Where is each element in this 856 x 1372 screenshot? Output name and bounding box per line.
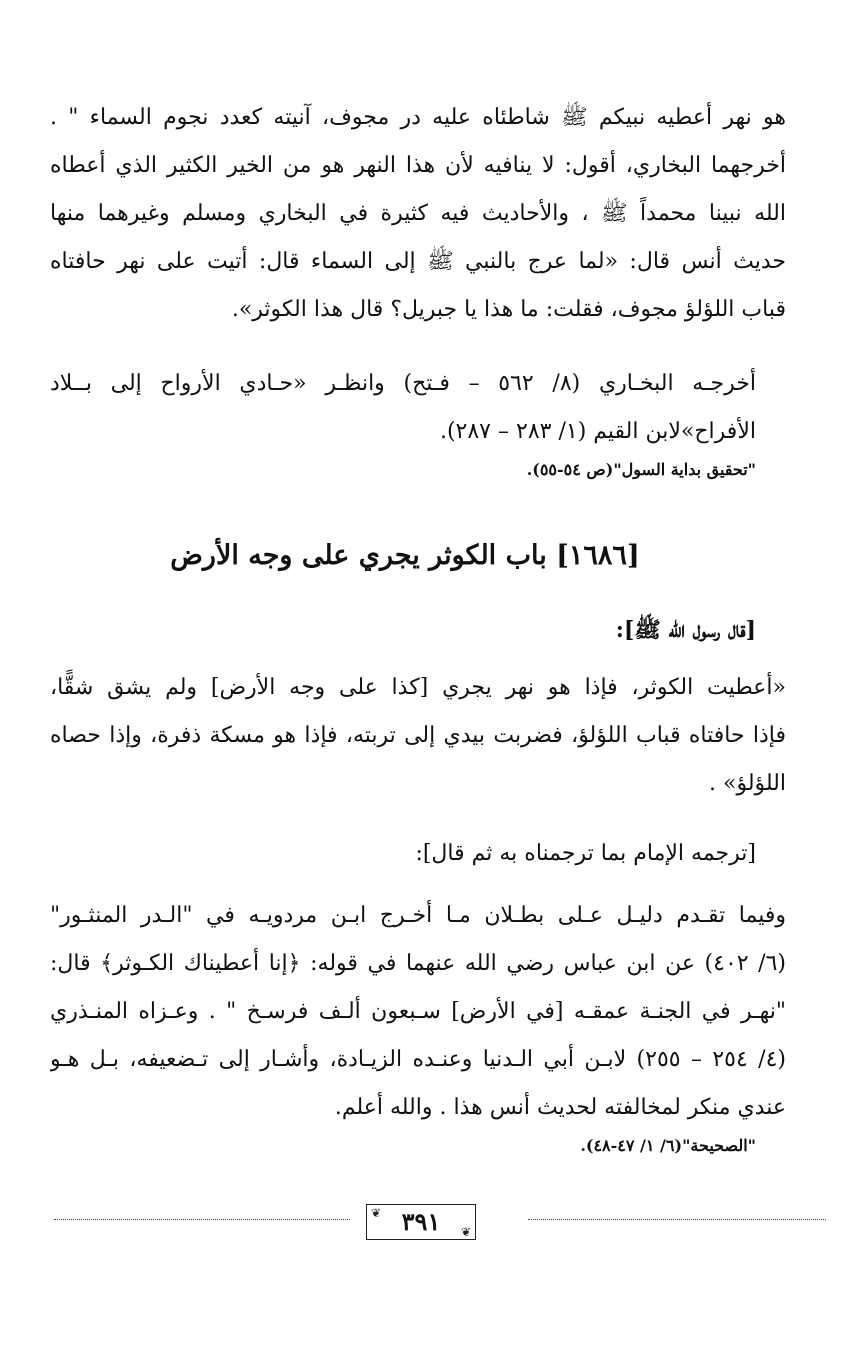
text-line: "نهـر في الجنـة عمقـه [في الأرض] سـبعون ألـف فرسـخ " . وعـزاه المنـذري [50, 999, 786, 1024]
text-line: (٤/ ٢٥٤ – ٢٥٥) لابـن أبي الـدنيا وعنـده الزيـادة، وأشـار إلى تـضعيفه، بـل هـو [50, 1047, 786, 1072]
page-footer [54, 1200, 826, 1250]
section-intro: [ترجمه الإمام بما ترجمناه به ثم قال]: [415, 841, 756, 866]
section-4 [50, 830, 786, 1160]
section-2 [50, 360, 756, 484]
text-line: هو نهر أعطيه نبيكم ﷺ شاطئاه عليه در مجوف، آنيته كعدد نجوم السماء " . [50, 105, 786, 130]
hadith-line: فإذا حافتاه قباب اللؤلؤ، فضربت بيدي إلى تربته، فإذا هو مسكة ذفرة، وإذا حصاه [50, 723, 786, 748]
chapter-heading: [١٦٨٦] باب الكوثر يجري على وجه الأرض [170, 540, 640, 571]
corner-ornament-icon: ❦ [460, 1225, 471, 1239]
text-line: عندي منكر لمخالفته لحديث أنس هذا . والله أعلم. [334, 1095, 786, 1120]
text-line: (٦/ ٤٠٢) عن ابن عباس رضي الله عنهما في قوله: ﴿إنا أعطيناك الكـوثر﴾ قال: [50, 951, 786, 976]
footer-rule-right [528, 1219, 826, 1220]
text-line: أخرجـه البخـاري (٨/ ٥٦٢ – فـتح) وانظـر «حـادي الأرواح إلى بــلاد [50, 371, 756, 396]
page-number-frame [366, 1204, 476, 1240]
section-1 [50, 94, 786, 334]
hadith-line: «أعطيت الكوثر، فإذا هو نهر يجري [كذا على وجه الأرض] ولم يشق شقًّا، [50, 675, 786, 700]
text-line: أخرجهما البخاري، أقول: لا ينافيه لأن هذا النهر هو من الخير الكثير الذي أعطاه [50, 153, 786, 178]
citation: "الصحيحة"(٦/ ١/ ٤٧-٤٨). [580, 1136, 756, 1155]
text-line: قباب اللؤلؤ مجوف، فقلت: ما هذا يا جبريل؟ قال هذا الكوثر». [231, 297, 786, 322]
text-line: حديث أنس قال: «لما عرج بالنبي ﷺ إلى السماء قال: أتيت على نهر حافتاه [50, 249, 786, 274]
section-3 [50, 606, 786, 808]
text-line: الله نبينا محمداً ﷺ ، والأحاديث فيه كثيرة في البخاري ومسلم وغيرهما منها [50, 201, 786, 226]
corner-ornament-icon: ❦ [371, 1206, 382, 1220]
text-line: الأفراح»لابن القيم (١/ ٢٨٣ – ٢٨٧). [439, 419, 756, 444]
page-number: ٣٩١ [401, 1207, 441, 1236]
narrator-intro: [قال رسول الله ﷺ]: [615, 617, 756, 643]
hadith-line: اللؤلؤ» . [709, 771, 786, 796]
footer-rule-left [54, 1219, 350, 1220]
citation: "تحقيق بداية السول"(ص ٥٤-٥٥). [526, 460, 756, 479]
text-line: وفيما تقـدم دليـل عـلى بطـلان مـا أخـرج ابـن مردويـه في "الـدر المنثـور" [50, 903, 786, 928]
